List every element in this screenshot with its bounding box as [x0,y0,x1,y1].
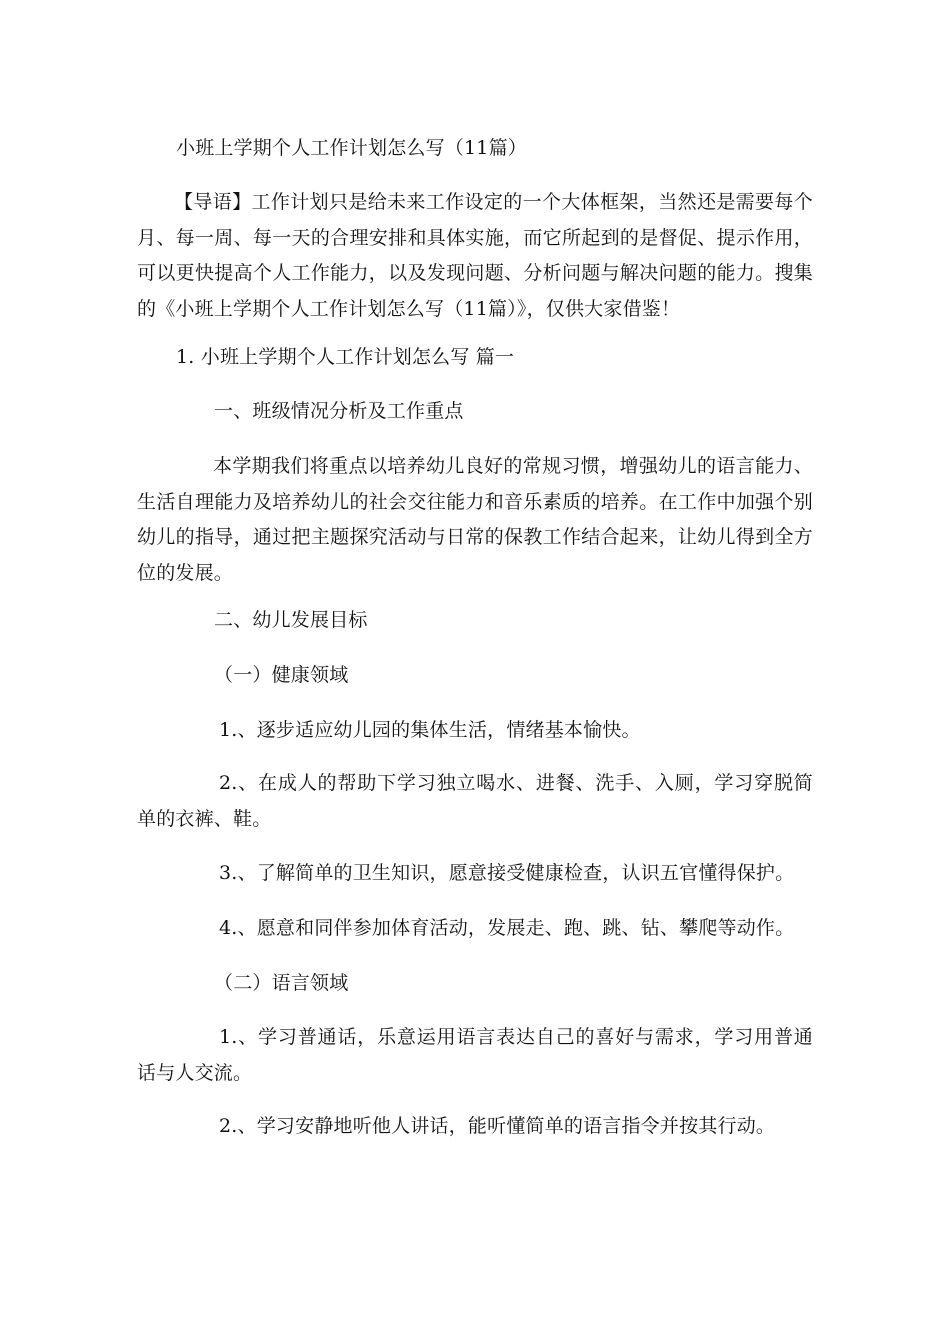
intro-text: 工作计划只是给未来工作设定的一个大体框架，当然还是需要每个月、每一周、每一天的合理安排和具体实施，而它所起到的是督促、提示作用，可以更快提高个人工作能力，以及发现问题、分析问题与解决问题的能力。搜集的《小班上学期个人工作计划怎么写（11篇）》，仅供大家借鉴！ [137,191,813,320]
document-title: 小班上学期个人工作计划怎么写（11篇） [176,137,527,159]
article-heading: 1. 小班上学期个人工作计划怎么写 篇一 [176,346,515,368]
language-item-2: 2.、学习安静地听他人讲话，能听懂简单的语言指令并按其行动。 [219,1115,776,1137]
language-heading: （二）语言领域 [214,972,349,994]
health-item-1: 1.、逐步适应幼儿园的集体生活，情绪基本愉快。 [219,719,641,741]
health-heading: （一）健康领域 [214,664,349,686]
intro-paragraph [137,185,813,327]
section2-heading: 二、幼儿发展目标 [214,609,368,631]
intro-tag: 【导语】 [174,191,252,213]
section1-heading: 一、班级情况分析及工作重点 [214,400,464,422]
health-item-2: 2.、在成人的帮助下学习独立喝水、进餐、洗手、入厕，学习穿脱简单的衣裤、鞋。 [137,772,813,830]
health-item-3: 3.、了解简单的卫生知识，愿意接受健康检查，认识五官懂得保护。 [219,862,795,884]
language-item-1: 1.、学习普通话，乐意运用语言表达自己的喜好与需求，学习用普通话与人交流。 [137,1026,813,1084]
health-item-4: 4.、愿意和同伴参加体育活动，发展走、跑、跳、钻、攀爬等动作。 [219,917,795,939]
section1-body: 本学期我们将重点以培养幼儿良好的常规习惯，增强幼儿的语言能力、生活自理能力及培养幼儿的社会交往能力和音乐素质的培养。在工作中加强个别幼儿的指导，通过把主题探究活动与日常的保教工作结合起来，让幼儿得到全方位的发展。 [137,455,813,584]
